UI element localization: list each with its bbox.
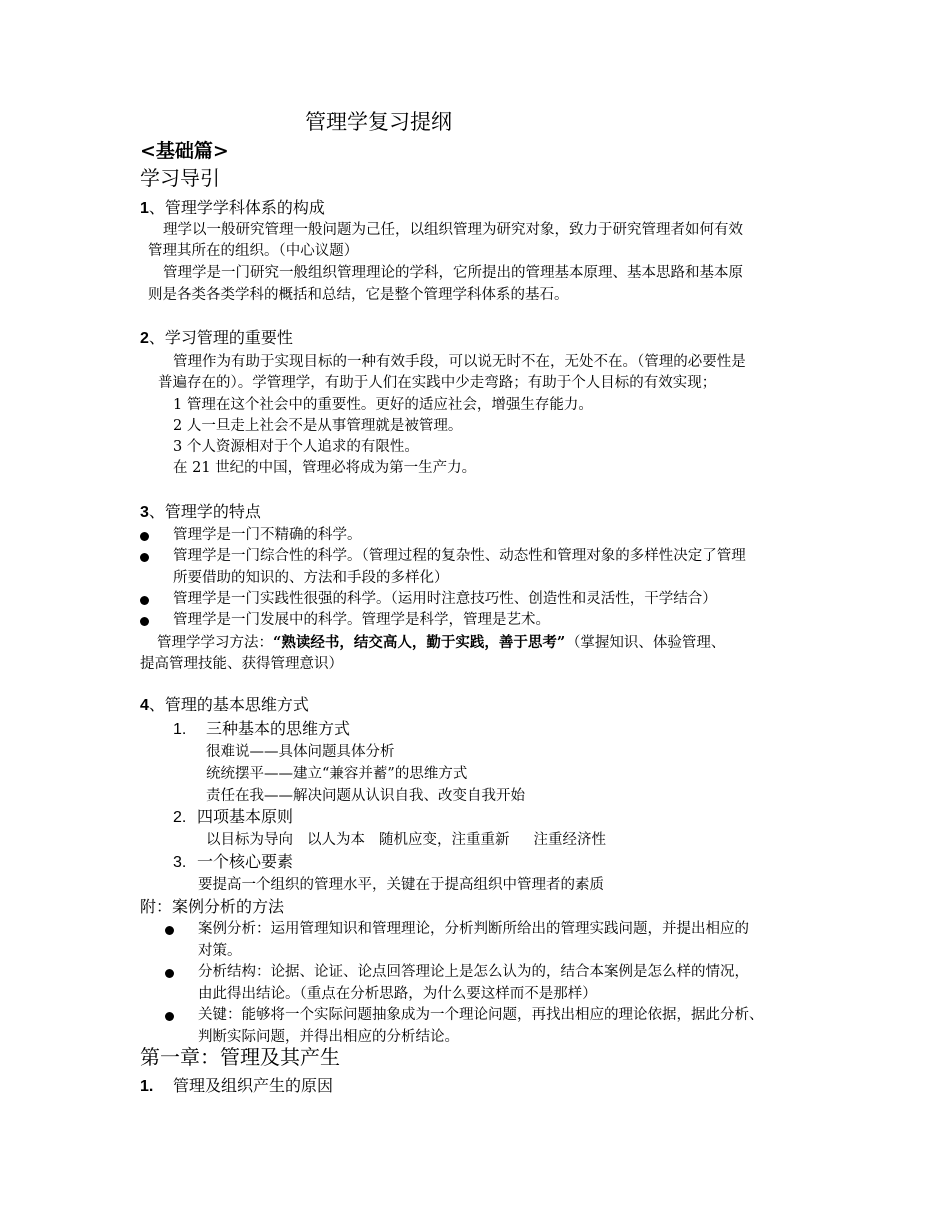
bullet-icon xyxy=(140,617,149,626)
study-method-line-1 xyxy=(157,634,725,652)
section-3-number: 3 xyxy=(140,504,149,521)
section-1-paragraph-1-line-1: 理学以一般研究管理一般问题为己任，以组织管理为研究对象，致力于研究管理者如何有效 xyxy=(163,222,743,238)
section-2-heading xyxy=(140,328,293,348)
appendix-bullet-1-line-1: 案例分析：运用管理知识和管理理论，分析判断所给出的管理实践问题，并提出相应的 xyxy=(198,921,749,937)
study-method-label: 管理学学习方法： xyxy=(157,635,273,651)
principle-3: 随机应变，注重重新 xyxy=(379,832,510,848)
section-1-paragraph-2-line-1: 管理学是一门研究一般组织管理理论的学科，它所提出的管理基本原理、基本思路和基本原 xyxy=(163,265,743,281)
section-4-item-2-number: 2. xyxy=(173,809,187,826)
bullet-icon xyxy=(140,532,149,541)
appendix-bullet-2-line-1: 分析结构：论据、论证、论点回答理论上是怎么认为的，结合本案例是怎么样的情况， xyxy=(198,964,749,980)
section-4-heading xyxy=(140,695,309,715)
section-4-item-1 xyxy=(173,719,350,739)
intro-heading: 学习导引 xyxy=(140,166,220,190)
section-3-bullet-4: 管理学是一门发展中的科学。管理学是科学，管理是艺术。 xyxy=(173,612,550,628)
section-1-paragraph-2-line-2: 则是各类各类学科的概括和总结，它是整个管理学科体系的基石。 xyxy=(148,287,569,303)
bullet-icon xyxy=(140,553,149,562)
thinking-mode-3: 责任在我——解决问题从认识自我、改变自我开始 xyxy=(206,788,525,804)
section-3-bullet-2-line-1: 管理学是一门综合性的科学。（管理过程的复杂性、动态性和管理对象的多样性决定了管理 xyxy=(173,548,746,564)
core-element-text: 要提高一个组织的管理水平，关键在于提高组织中管理者的素质 xyxy=(198,877,604,893)
section-3-title: 、管理学的特点 xyxy=(148,502,261,521)
appendix-bullet-3-line-2: 判断实际问题，并得出相应的分析结论。 xyxy=(198,1029,459,1045)
chapter-1-heading: 第一章：管理及其产生 xyxy=(140,1045,340,1069)
section-4-item-1-number: 1. xyxy=(173,721,187,738)
appendix-heading: 附：案例分析的方法 xyxy=(140,897,285,916)
appendix-bullet-2-line-2: 由此得出结论。（重点在分析思路，为什么要这样而不是那样） xyxy=(198,986,597,1002)
section-4-item-3-number: 3. xyxy=(173,854,187,871)
principle-4: 注重经济性 xyxy=(533,832,606,848)
section-4-item-1-title: 三种基本的思维方式 xyxy=(206,719,351,738)
section-2-number: 2 xyxy=(140,330,149,347)
section-4-item-3 xyxy=(173,852,293,872)
section-3-heading xyxy=(140,502,261,522)
chapter-1-item-1 xyxy=(140,1076,333,1096)
bullet-icon xyxy=(165,969,174,978)
section-1-heading xyxy=(140,198,325,218)
bullet-icon xyxy=(140,596,149,605)
thinking-mode-2: 统统摆平——建立“兼容并蓄”的思维方式 xyxy=(206,766,468,782)
section-2-list-item-2: 2 人一旦走上社会不是从事管理就是被管理。 xyxy=(173,418,463,434)
appendix-bullet-1-line-2: 对策。 xyxy=(198,943,242,959)
study-method-line-2: 提高管理技能、获得管理意识） xyxy=(140,656,343,672)
section-1-paragraph-1-line-2: 管理其所在的组织。（中心议题） xyxy=(148,243,359,259)
section-3-bullet-3: 管理学是一门实践性很强的科学。（运用时注意技巧性、创造性和灵活性，干学结合） xyxy=(173,591,717,607)
section-4-item-2 xyxy=(173,807,293,827)
principles-line xyxy=(206,832,606,849)
section-2-closing-line: 在 21 世纪的中国，管理必将成为第一生产力。 xyxy=(173,460,477,476)
chapter-1-item-1-number: 1. xyxy=(140,1078,154,1095)
part-heading: <基础篇> xyxy=(140,140,229,162)
section-3-bullet-1: 管理学是一门不精确的科学。 xyxy=(173,527,362,543)
section-3-bullet-2-line-2: 所要借助的知识的、方法和手段的多样化） xyxy=(173,570,449,586)
section-2-paragraph-line-2: 普遍存在的）。学管理学，有助于人们在实践中少走弯路；有助于个人目标的有效实现； xyxy=(158,375,717,391)
section-2-paragraph-line-1: 管理作为有助于实现目标的一种有效手段，可以说无时不在，无处不在。（管理的必要性是 xyxy=(173,354,746,370)
appendix-bullet-3-line-1: 关键：能够将一个实际问题抽象成为一个理论问题，再找出相应的理论依据，据此分析、 xyxy=(198,1007,764,1023)
section-4-item-2-title: 四项基本原则 xyxy=(197,807,294,826)
chapter-1-item-1-title: 管理及组织产生的原因 xyxy=(173,1076,334,1095)
section-2-list-item-3: 3 个人资源相对于个人追求的有限性。 xyxy=(173,439,419,455)
study-method-note: （掌握知识、体验管理、 xyxy=(573,635,726,651)
section-2-list-item-1: 1 管理在这个社会中的重要性。更好的适应社会，增强生存能力。 xyxy=(173,397,593,413)
section-1-title: 、管理学学科体系的构成 xyxy=(148,198,325,217)
principle-2: 以人为本 xyxy=(307,832,365,848)
bullet-icon xyxy=(165,926,174,935)
section-4-number: 4 xyxy=(140,697,149,714)
study-method-quote: “熟读经书，结交高人，勤于实践，善于思考” xyxy=(273,634,566,651)
section-4-item-3-title: 一个核心要素 xyxy=(197,852,294,871)
principle-1: 以目标为导向 xyxy=(206,832,293,848)
section-1-number: 1 xyxy=(140,200,149,217)
section-4-title: 、管理的基本思维方式 xyxy=(148,695,309,714)
bullet-icon xyxy=(165,1012,174,1021)
document-title: 管理学复习提纲 xyxy=(305,110,452,134)
thinking-mode-1: 很难说——具体问题具体分析 xyxy=(206,744,395,760)
section-2-title: 、学习管理的重要性 xyxy=(148,328,293,347)
